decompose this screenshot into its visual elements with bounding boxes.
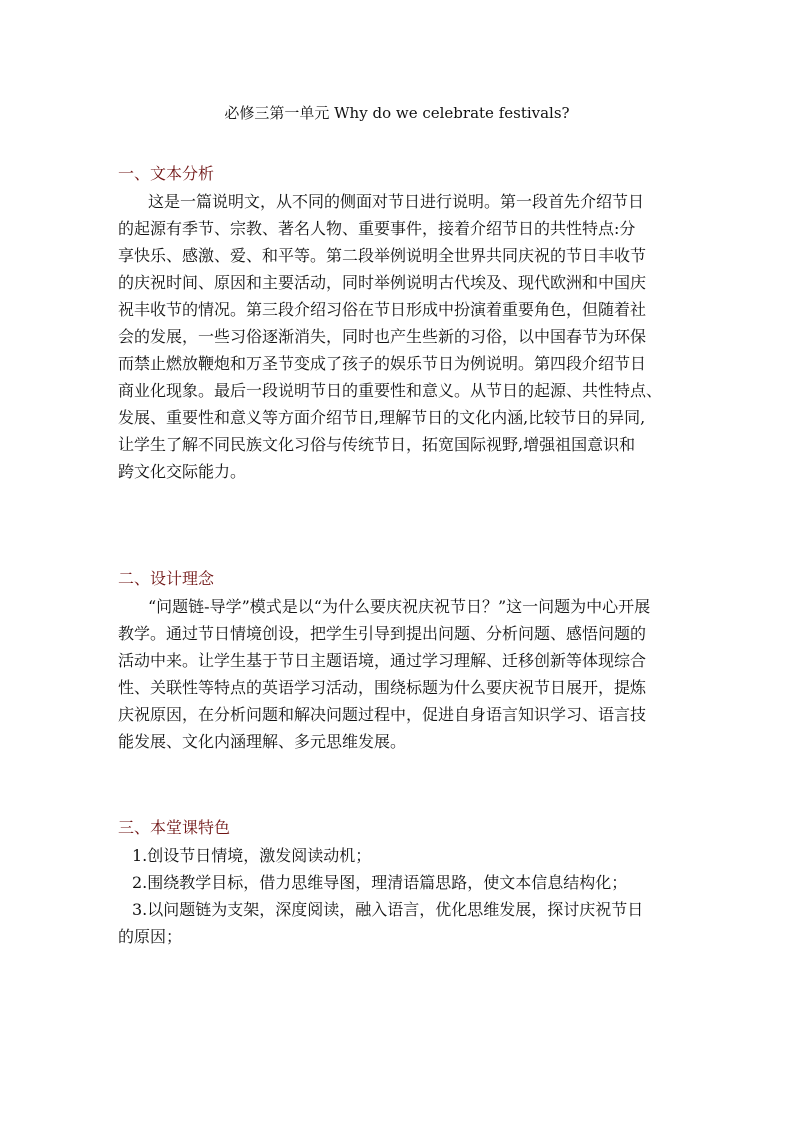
list-item: 3.以问题链为支架，深度阅读，融入语言，优化思维发展，探讨庆祝节日: [132, 900, 644, 919]
feature-list: [118, 842, 688, 950]
paragraph-line: 商业化现象。最后一段说明节日的重要性和意义。从节日的起源、共性特点、: [118, 381, 663, 400]
paragraph-line: 祝丰收节的情况。第三段介绍习俗在节日形成中扮演着重要角色，但随着社: [118, 300, 647, 319]
paragraph-line: 庆祝原因，在分析问题和解决问题过程中，促进自身语言知识学习、语言技: [118, 705, 647, 724]
paragraph-line: 这是一篇说明文，从不同的侧面对节日进行说明。第一段首先介绍节日: [148, 192, 645, 211]
paragraph-line: 发展、重要性和意义等方面介绍节日,理解节日的文化内涵,比较节日的异同,: [118, 408, 646, 427]
list-item: 1.创设节日情境，激发阅读动机；: [132, 846, 372, 865]
section-lesson-features: [118, 817, 688, 950]
paragraph-line: 让学生了解不同民族文化习俗与传统节日，拓宽国际视野,增强祖国意识和: [118, 435, 636, 454]
list-item-continuation: 的原因；: [118, 927, 183, 946]
section-paragraph: [118, 188, 688, 485]
section-paragraph: [118, 593, 688, 755]
paragraph-line: 能发展、文化内涵理解、多元思维发展。: [118, 732, 407, 751]
section-heading: 三、本堂课特色: [118, 818, 231, 837]
paragraph-line: 的起源有季节、宗教、著名人物、重要事件，接着介绍节日的共性特点:分: [118, 219, 636, 238]
paragraph-line: “问题链-导学”模式是以“为什么要庆祝庆祝节日？”这一问题为中心开展: [148, 597, 651, 616]
paragraph-line: 享快乐、感激、爱、和平等。第二段举例说明全世界共同庆祝的节日丰收节: [118, 246, 647, 265]
document-title: 必修三第一单元 Why do we celebrate festivals?: [224, 104, 570, 122]
paragraph-line: 而禁止燃放鞭炮和万圣节变成了孩子的娱乐节日为例说明。第四段介绍节日: [118, 354, 647, 373]
list-item: 2.围绕教学目标，借力思维导图，理清语篇思路，使文本信息结构化；: [132, 873, 628, 892]
section-heading: 二、设计理念: [118, 569, 215, 588]
paragraph-line: 会的发展，一些习俗逐渐消失，同时也产生些新的习俗，以中国春节为环保: [118, 327, 647, 346]
section-design-concept: [118, 568, 688, 755]
paragraph-line: 跨文化交际能力。: [118, 462, 247, 481]
paragraph-line: 教学。通过节日情境创设，把学生引导到提出问题、分析问题、感悟问题的: [118, 624, 647, 643]
section-heading: 一、文本分析: [118, 164, 215, 183]
section-text-analysis: [118, 163, 688, 485]
paragraph-line: 性、关联性等特点的英语学习活动，围绕标题为什么要庆祝节日展开，提炼: [118, 678, 647, 697]
paragraph-line: 活动中来。让学生基于节日主题语境，通过学习理解、迁移创新等体现综合: [118, 651, 647, 670]
paragraph-line: 的庆祝时间、原因和主要活动，同时举例说明古代埃及、现代欧洲和中国庆: [118, 273, 647, 292]
